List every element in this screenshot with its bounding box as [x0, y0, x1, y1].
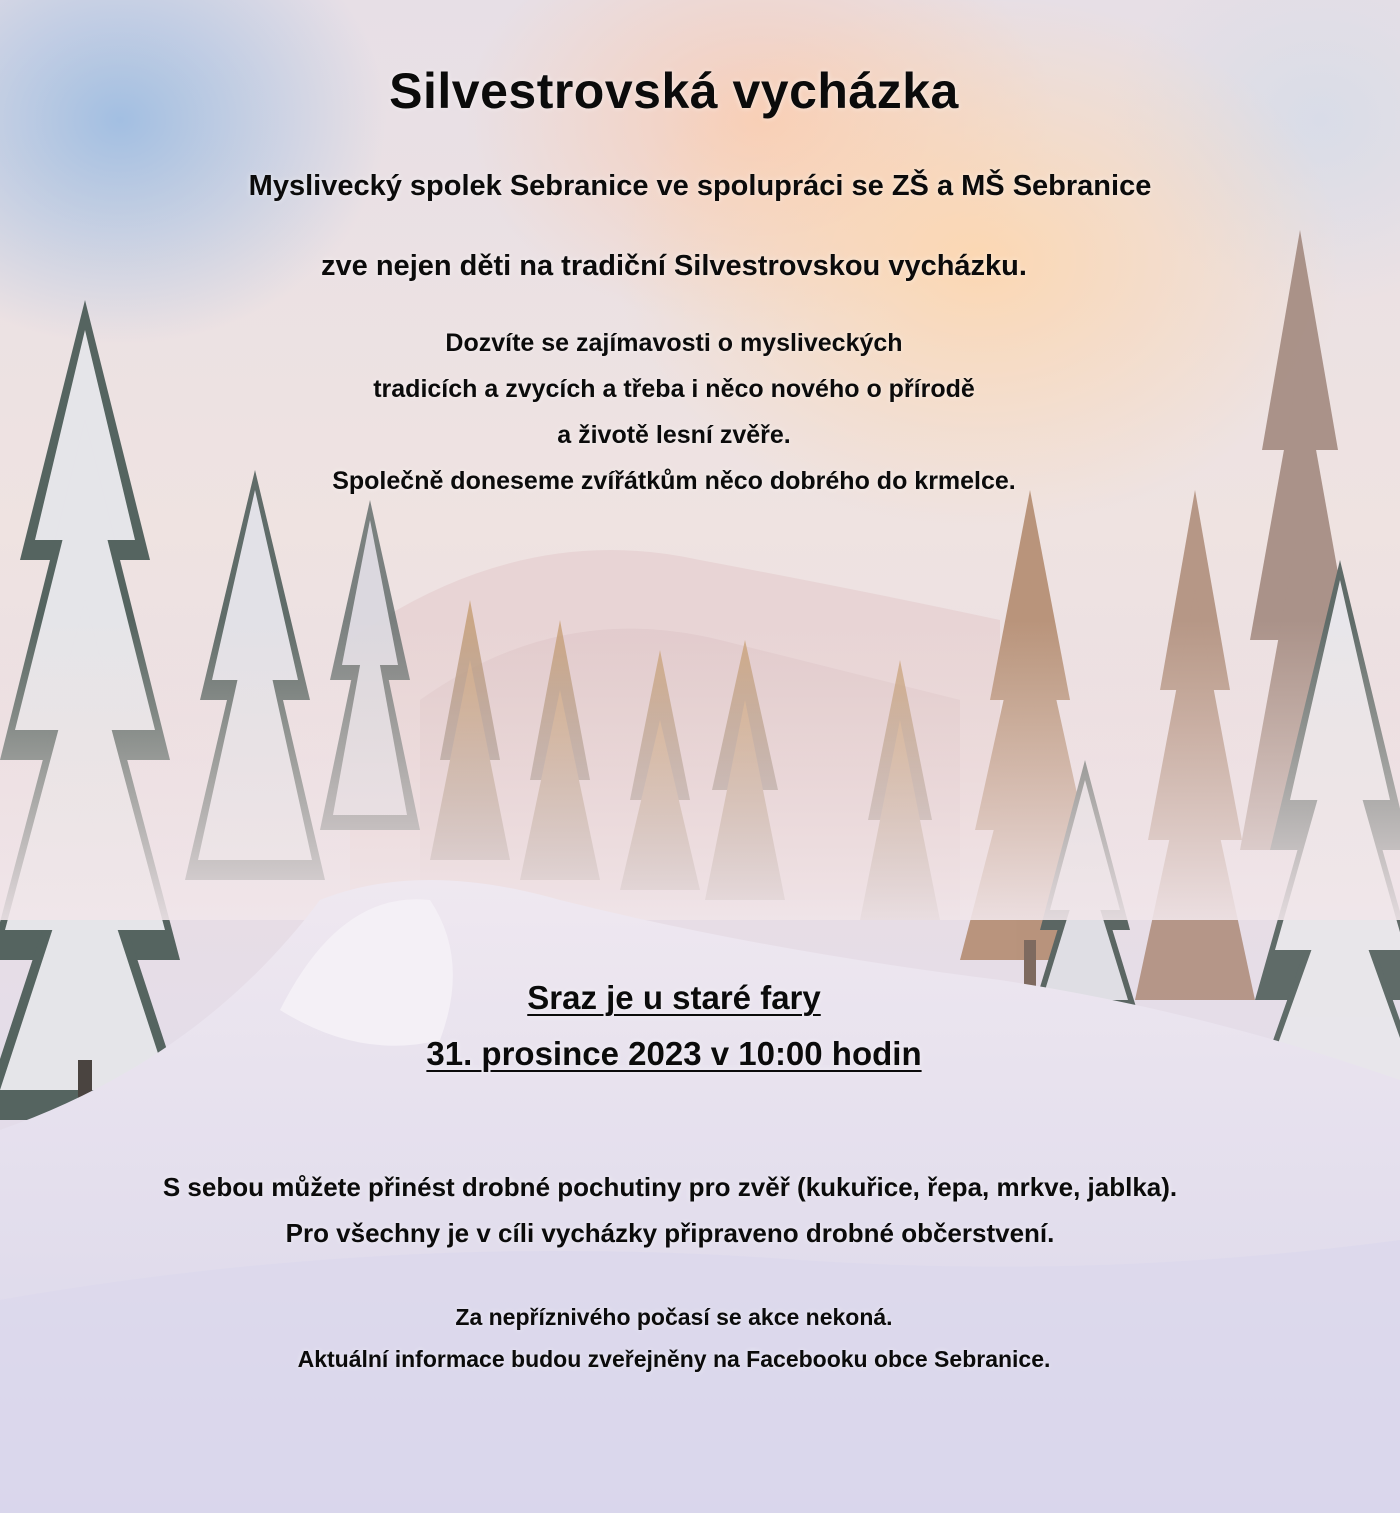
description-line: a životě lesní zvěře.	[557, 421, 791, 449]
poster-title: Silvestrovská vycházka	[389, 63, 959, 119]
organizer-line: Myslivecký spolek Sebranice ve spolupráci se ZŠ a MŠ Sebranice	[248, 170, 1152, 202]
description-line: Společně doneseme zvířátkům něco dobrého do krmelce.	[332, 467, 1016, 495]
bring-info	[0, 1164, 1370, 1256]
description-line: tradicích a zvycích a třeba i něco nového o přírodě	[373, 375, 975, 403]
bring-info-line: Pro všechny je v cíli vycházky připraveno drobné občerstvení.	[285, 1218, 1055, 1248]
meeting-place: Sraz je u staré fary	[527, 979, 821, 1016]
notice-line: Aktuální informace budou zveřejněny na Facebooku obce Sebranice.	[297, 1346, 1051, 1372]
meeting-time: 31. prosince 2023 v 10:00 hodin	[426, 1035, 922, 1072]
bring-info-line: S sebou můžete přinést drobné pochutiny pro zvěř (kukuřice, řepa, mrkve, jablka).	[162, 1172, 1178, 1202]
notice-line: Za nepříznivého počasí se akce nekoná.	[455, 1304, 893, 1330]
meeting-info	[0, 970, 1374, 1082]
weather-notice	[0, 1296, 1374, 1380]
description-line: Dozvíte se zajímavosti o mysliveckých	[445, 329, 903, 357]
description	[0, 320, 1374, 504]
invite-line: zve nejen děti na tradiční Silvestrovskou vycházku.	[321, 250, 1027, 282]
